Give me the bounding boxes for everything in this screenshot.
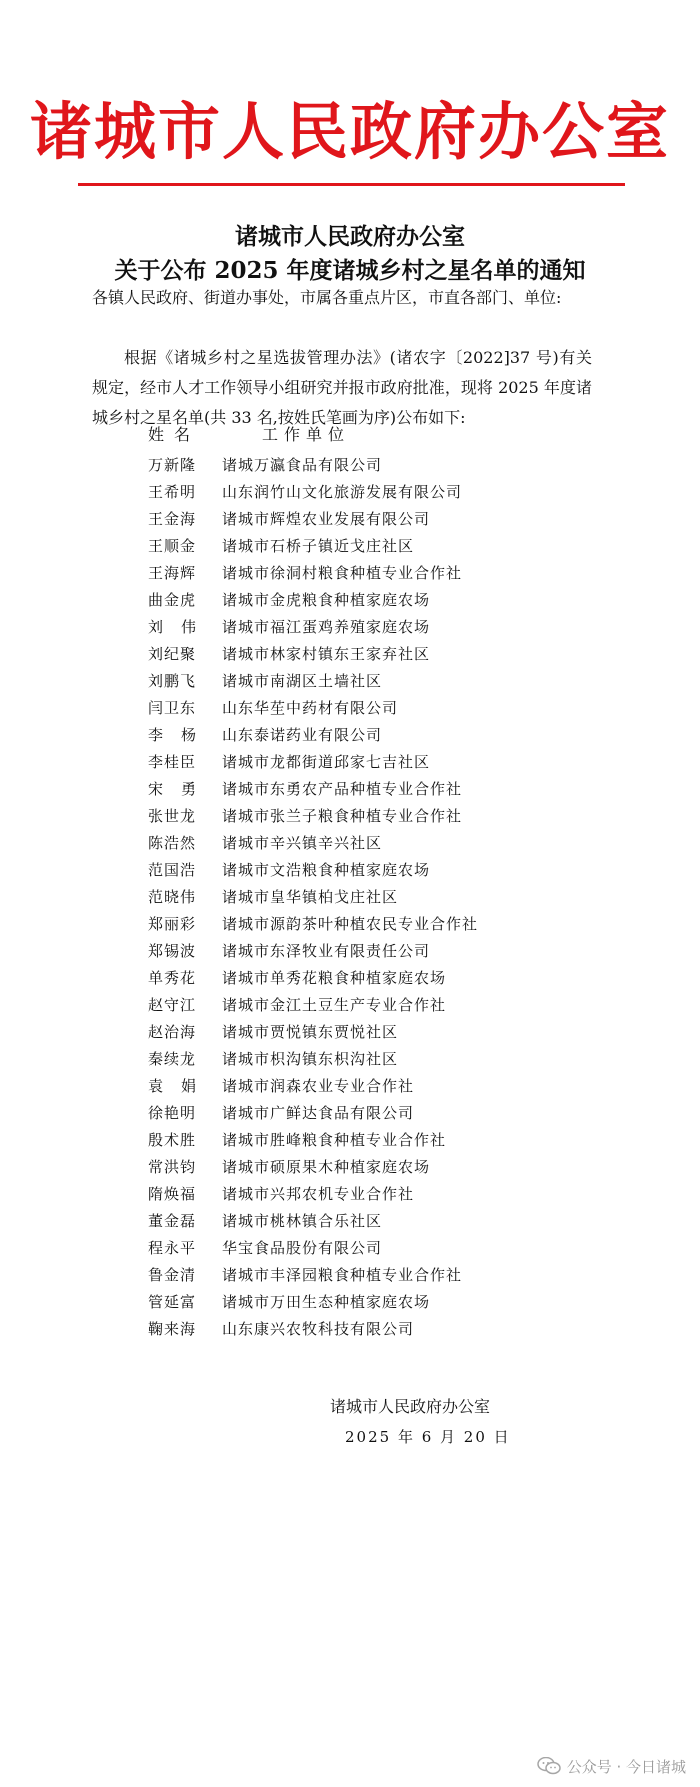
person-name: 王金海	[148, 510, 197, 528]
table-row	[0, 911, 700, 938]
signature: 诸城市人民政府办公室	[330, 1397, 491, 1416]
person-name: 刘鹏飞	[148, 672, 197, 690]
work-unit: 诸城市皇华镇柏戈庄社区	[222, 888, 399, 906]
work-unit: 诸城市东泽牧业有限责任公司	[222, 942, 431, 960]
work-unit: 诸城市福江蛋鸡养殖家庭农场	[222, 618, 431, 636]
work-unit: 诸城市贾悦镇东贾悦社区	[222, 1023, 399, 1041]
table-row	[0, 1154, 700, 1181]
table-row	[0, 1100, 700, 1127]
masthead: 诸城市人民政府办公室	[29, 95, 670, 168]
person-name: 管延富	[148, 1293, 197, 1311]
table-row	[0, 722, 700, 749]
work-unit: 诸城市徐洞村粮食种植专业合作社	[222, 564, 463, 582]
work-unit: 诸城市润森农业专业合作社	[222, 1077, 415, 1095]
work-unit: 诸城市龙都街道邱家七吉社区	[222, 753, 431, 771]
person-name: 李杨	[148, 726, 196, 744]
body-paragraph: 根据《诸城乡村之星选拔管理办法》(诸农字〔2022]37 号)有关规定，经市人才工作领导小组研究并报市政府批准，现将 2025 年度诸城乡村之星名单(共 33 名,按姓氏笔画为序)公布如下:	[92, 348, 592, 427]
person-name: 殷术胜	[148, 1131, 197, 1149]
person-name: 单秀花	[148, 969, 197, 987]
person-name: 鲁金清	[148, 1266, 197, 1284]
table-row	[0, 695, 700, 722]
table-row	[0, 830, 700, 857]
person-name: 郑丽彩	[148, 915, 197, 933]
work-unit: 诸城市辛兴镇辛兴社区	[222, 834, 383, 852]
table-row	[0, 1073, 700, 1100]
table-row	[0, 587, 700, 614]
person-name: 曲金虎	[148, 591, 197, 609]
table-row	[0, 1046, 700, 1073]
table-row	[0, 533, 700, 560]
person-name: 刘纪聚	[148, 645, 197, 663]
table-row	[0, 479, 700, 506]
person-name: 赵治海	[148, 1023, 197, 1041]
addressee: 各镇人民政府、街道办事处，市属各重点片区，市直各部门、单位:	[92, 288, 562, 307]
person-name: 李桂臣	[148, 753, 197, 771]
table-row	[0, 1235, 700, 1262]
table-row	[0, 803, 700, 830]
person-name: 郑锡波	[148, 942, 197, 960]
work-unit: 诸城市林家村镇东王家弃社区	[222, 645, 431, 663]
work-unit: 诸城市文浩粮食种植家庭农场	[222, 861, 431, 879]
person-name: 陈浩然	[148, 834, 197, 852]
name-column-header: 姓名	[148, 425, 201, 444]
person-name: 万新隆	[148, 456, 197, 474]
table-row	[0, 560, 700, 587]
person-name: 赵守江	[148, 996, 197, 1014]
table-row	[0, 965, 700, 992]
table-row	[0, 1019, 700, 1046]
person-name: 程永平	[148, 1239, 197, 1257]
person-name: 范国浩	[148, 861, 197, 879]
person-name: 王希明	[148, 483, 197, 501]
person-name: 王海辉	[148, 564, 197, 582]
work-unit: 诸城市金虎粮食种植家庭农场	[222, 591, 431, 609]
work-unit: 诸城市广鲜达食品有限公司	[222, 1104, 415, 1122]
work-unit: 山东华苼中药材有限公司	[222, 699, 399, 717]
table-row	[0, 1289, 700, 1316]
table-row	[0, 668, 700, 695]
work-unit: 诸城市硕原果木种植家庭农场	[222, 1158, 431, 1176]
person-name: 范晓伟	[148, 888, 197, 906]
document-title-line2: 关于公布 2025 年度诸城乡村之星名单的通知	[114, 257, 586, 284]
table-row	[0, 1181, 700, 1208]
person-name: 袁娟	[148, 1077, 196, 1095]
work-unit: 诸城市枳沟镇东枳沟社区	[222, 1050, 399, 1068]
work-unit: 诸城市辉煌农业发展有限公司	[222, 510, 431, 528]
person-name: 董金磊	[148, 1212, 197, 1230]
table-row	[0, 641, 700, 668]
table-row	[0, 857, 700, 884]
table-row	[0, 938, 700, 965]
person-name: 鞠来海	[148, 1320, 197, 1338]
work-unit: 诸城市胜峰粮食种植专业合作社	[222, 1131, 447, 1149]
work-unit: 诸城市源韵茶叶种植农民专业合作社	[222, 915, 479, 933]
table-row	[0, 749, 700, 776]
table-row	[0, 884, 700, 911]
list-header-row	[0, 418, 700, 452]
work-unit: 诸城市石桥子镇近戈庄社区	[222, 537, 415, 555]
document-title-line1: 诸城市人民政府办公室	[235, 223, 465, 250]
table-row	[0, 992, 700, 1019]
name-list	[0, 418, 700, 1343]
work-unit: 华宝食品股份有限公司	[222, 1239, 383, 1257]
work-unit: 诸城市金江土豆生产专业合作社	[222, 996, 447, 1014]
table-row	[0, 776, 700, 803]
person-name: 隋焕福	[148, 1185, 197, 1203]
person-name: 刘伟	[148, 618, 196, 636]
work-unit: 山东泰诺药业有限公司	[222, 726, 383, 744]
masthead-red-rule	[78, 183, 625, 186]
table-row	[0, 452, 700, 479]
watermark	[537, 1753, 686, 1779]
watermark-text: 公众号 · 今日诸城	[566, 1757, 686, 1776]
work-unit: 诸城市兴邦农机专业合作社	[222, 1185, 415, 1203]
table-row	[0, 1127, 700, 1154]
work-unit: 山东润竹山文化旅游发展有限公司	[222, 483, 463, 501]
work-unit: 诸城市张兰子粮食种植专业合作社	[222, 807, 463, 825]
person-name: 秦续龙	[148, 1050, 197, 1068]
person-name: 宋勇	[148, 780, 196, 798]
work-unit: 诸城市南湖区土墙社区	[222, 672, 383, 690]
table-row	[0, 614, 700, 641]
table-row	[0, 506, 700, 533]
person-name: 徐艳明	[148, 1104, 197, 1122]
work-unit: 山东康兴农牧科技有限公司	[222, 1320, 415, 1338]
signature-date: 2025 年 6 月 20 日	[345, 1428, 511, 1446]
table-row	[0, 1208, 700, 1235]
person-name: 王顺金	[148, 537, 197, 555]
table-row	[0, 1262, 700, 1289]
unit-column-header: 工作单位	[262, 425, 351, 444]
person-name: 常洪钧	[148, 1158, 197, 1176]
work-unit: 诸城万瀛食品有限公司	[222, 456, 383, 474]
work-unit: 诸城市丰泽园粮食种植专业合作社	[222, 1266, 463, 1284]
wechat-icon	[537, 1757, 561, 1775]
person-name: 闫卫东	[148, 699, 197, 717]
work-unit: 诸城市东勇农产品种植专业合作社	[222, 780, 463, 798]
work-unit: 诸城市单秀花粮食种植家庭农场	[222, 969, 447, 987]
person-name: 张世龙	[148, 807, 197, 825]
table-row	[0, 1316, 700, 1343]
work-unit: 诸城市万田生态种植家庭农场	[222, 1293, 431, 1311]
work-unit: 诸城市桃林镇合乐社区	[222, 1212, 383, 1230]
